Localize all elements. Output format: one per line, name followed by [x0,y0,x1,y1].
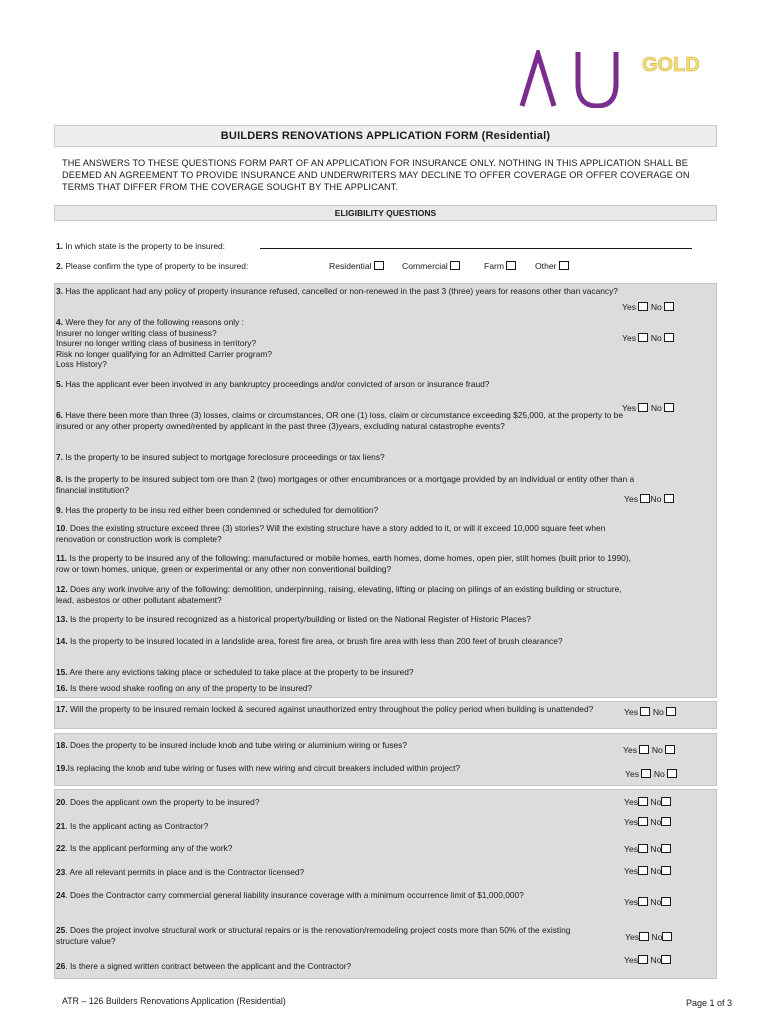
question-2 [56,261,248,272]
yes-checkbox[interactable] [638,955,648,964]
disclaimer-text: THE ANSWERS TO THESE QUESTIONS FORM PART OF AN APPLICATION FOR INSURANCE ONLY. NOTHING IN THIS APPLICATION SHALL BE DEEMED AN AGREEMENT TO PROVIDE INSURANCE AND UNDERWRITERS MAY DECLINE TO OFFER COVERAGE OR OFFER COVERAGE ON TERMS THAT DIFFER FROM THE COVERAGE SOUGHT BY THE APPLICANT. [62,158,690,193]
yes-checkbox[interactable] [639,745,649,754]
question-19: 19.Is replacing the knob and tube wiring or fuses with new wiring and circuit breakers included within project? [56,763,461,773]
checkbox[interactable] [374,261,384,270]
question-22: 22. Is the applicant performing any of the work? [56,843,233,853]
yes-no-q3: Yes No [622,302,674,312]
no-checkbox[interactable] [664,403,674,412]
yes-no-q18: Yes No [623,745,675,755]
question-11: 11. Is the property to be insured any of the following: manufactured or mobile homes, earth homes, dome homes, open pier, stilt homes (built prior to 1990), row or town homes, unique, green or experimental or any other non conventional building? [56,553,631,574]
form-title: BUILDERS RENOVATIONS APPLICATION FORM (Residential) [54,125,717,147]
yes-no-q19: Yes No [625,769,677,779]
yes-checkbox[interactable] [641,769,651,778]
question-23: 23. Are all relevant permits in place and is the Contractor licensed? [56,867,305,877]
logo-gold-text: GOLD [642,54,700,76]
no-checkbox[interactable] [665,745,675,754]
yes-checkbox[interactable] [638,797,648,806]
question-8: 8. Is the property to be insured subject tom ore than 2 (two) mortgages or other encumbrances or a mortgage provided by an individual or entity other than a financial institution? [56,474,635,495]
yes-checkbox[interactable] [638,866,648,875]
question-20: 20. Does the applicant own the property to be insured? [56,797,260,807]
question-21: 21. Is the applicant acting as Contractor? [56,821,209,831]
yes-no-q20: Yes No [624,797,671,807]
eligibility-section-d [54,789,717,979]
question-25: 25. Does the project involve structural work or structural repairs or is the renovation/remodeling project costs more than 50% of the existing structure value? [56,925,571,946]
yes-checkbox[interactable] [640,707,650,716]
no-checkbox[interactable] [661,844,671,853]
state-input-line[interactable] [260,248,692,249]
question-26: 26. Is there a signed written contract between the applicant and the Contractor? [56,961,352,971]
checkbox[interactable] [559,261,569,270]
question-14: 14. Is the property to be insured located in a landslide area, forest fire area, or brush fire area with less than 200 feet of brush clearance? [56,636,563,646]
question-7: 7. Is the property to be insured subject to mortgage foreclosure proceedings or tax liens? [56,452,385,462]
question-16: 16. Is there wood shake roofing on any of the property to be insured? [56,683,313,693]
yes-no-q5-q6: Yes No [622,403,674,413]
property-type-commercial: Commercial [402,261,460,271]
yes-no-q25: Yes No [625,932,672,942]
question-15: 15. Are there any evictions taking place or scheduled to take place at the property to be insured? [56,667,414,677]
yes-checkbox[interactable] [639,932,649,941]
yes-no-q4: Yes No [622,333,674,343]
yes-no-q21: Yes No [624,817,671,827]
question-13: 13. Is the property to be insured recognized as a historical property/building or listed on the National Register of Historic Places? [56,614,531,624]
question-17: 17. Will the property to be insured remain locked & secured against unauthorized entry throughout the policy period when building is unattended? [56,704,594,714]
yes-checkbox[interactable] [640,494,650,503]
no-checkbox[interactable] [661,866,671,875]
question-6: 6. Have there been more than three (3) losses, claims or circumstances, OR one (1) loss, claim or circumstance exceeding $25,000, at the property to be insured or any other property owned/rented by applicant in the past three (3)years, excluding natural catastrophe events? [56,410,623,431]
property-type-other: Other [535,261,569,271]
no-checkbox[interactable] [667,769,677,778]
question-24: 24. Does the Contractor carry commercial general liability insurance coverage with a minimum occurrence limit of $1,000,000? [56,890,524,900]
no-checkbox[interactable] [664,333,674,342]
yes-checkbox[interactable] [638,897,648,906]
checkbox[interactable] [506,261,516,270]
checkbox[interactable] [450,261,460,270]
question-3: 3. Has the applicant had any policy of property insurance refused, cancelled or non-renewed in the past 3 (three) years for reasons other than vacancy? [56,286,618,296]
no-checkbox[interactable] [661,797,671,806]
question-number: 1. [56,241,63,251]
question-text: Please confirm the type of property to be insured: [65,261,249,271]
yes-checkbox[interactable] [638,333,648,342]
yes-checkbox[interactable] [638,817,648,826]
property-type-farm: Farm [484,261,516,271]
question-text: In which state is the property to be insured: [65,241,226,251]
no-checkbox[interactable] [664,494,674,503]
no-checkbox[interactable] [664,302,674,311]
question-18: 18. Does the property to be insured include knob and tube wiring or aluminium wiring or fuses? [56,740,408,750]
footer-form-id: ATR – 126 Builders Renovations Application (Residential) [62,996,286,1006]
no-checkbox[interactable] [666,707,676,716]
au-gold-logo [518,50,710,108]
section-title: ELIGIBILITY QUESTIONS [54,205,717,221]
yes-no-q17: Yes No [624,707,676,717]
yes-checkbox[interactable] [638,302,648,311]
no-checkbox[interactable] [662,932,672,941]
yes-no-q24: Yes No [624,897,671,907]
no-checkbox[interactable] [661,817,671,826]
question-4: 4. Were they for any of the following reasons only : Insurer no longer writing class of business? Insurer no longer writing class of business in territory? Risk no longer qualifying for an Admitted Carrier program? Loss History? [56,317,272,370]
question-10: 10. Does the existing structure exceed three (3) stories? Will the existing structure have a story added to it, or will it exceed 10,000 square feet when renovation or construction work is complete? [56,523,606,544]
question-12: 12. Does any work involve any of the following: demolition, underpinning, raising, elevating, lifting or placing on pilings of an existing building or structure, lead, asbestos or other pollutant abatement? [56,584,622,605]
yes-no-q26: Yes No [624,955,671,965]
property-type-residential: Residential [329,261,384,271]
question-number: 2. [56,261,63,271]
yes-checkbox[interactable] [638,844,648,853]
no-checkbox[interactable] [661,955,671,964]
no-checkbox[interactable] [661,897,671,906]
question-9: 9. Has the property to be insu red either been condemned or scheduled for demolition? [56,505,379,515]
question-1 [56,241,225,252]
yes-no-q22: Yes No [624,844,671,854]
question-5: 5. Has the applicant ever been involved in any bankruptcy proceedings and/or convicted of arson or insurance fraud? [56,379,490,389]
page-number: Page 1 of 3 [686,998,733,1008]
yes-no-q23: Yes No [624,866,671,876]
yes-no-q8-q9: Yes No [624,494,674,504]
